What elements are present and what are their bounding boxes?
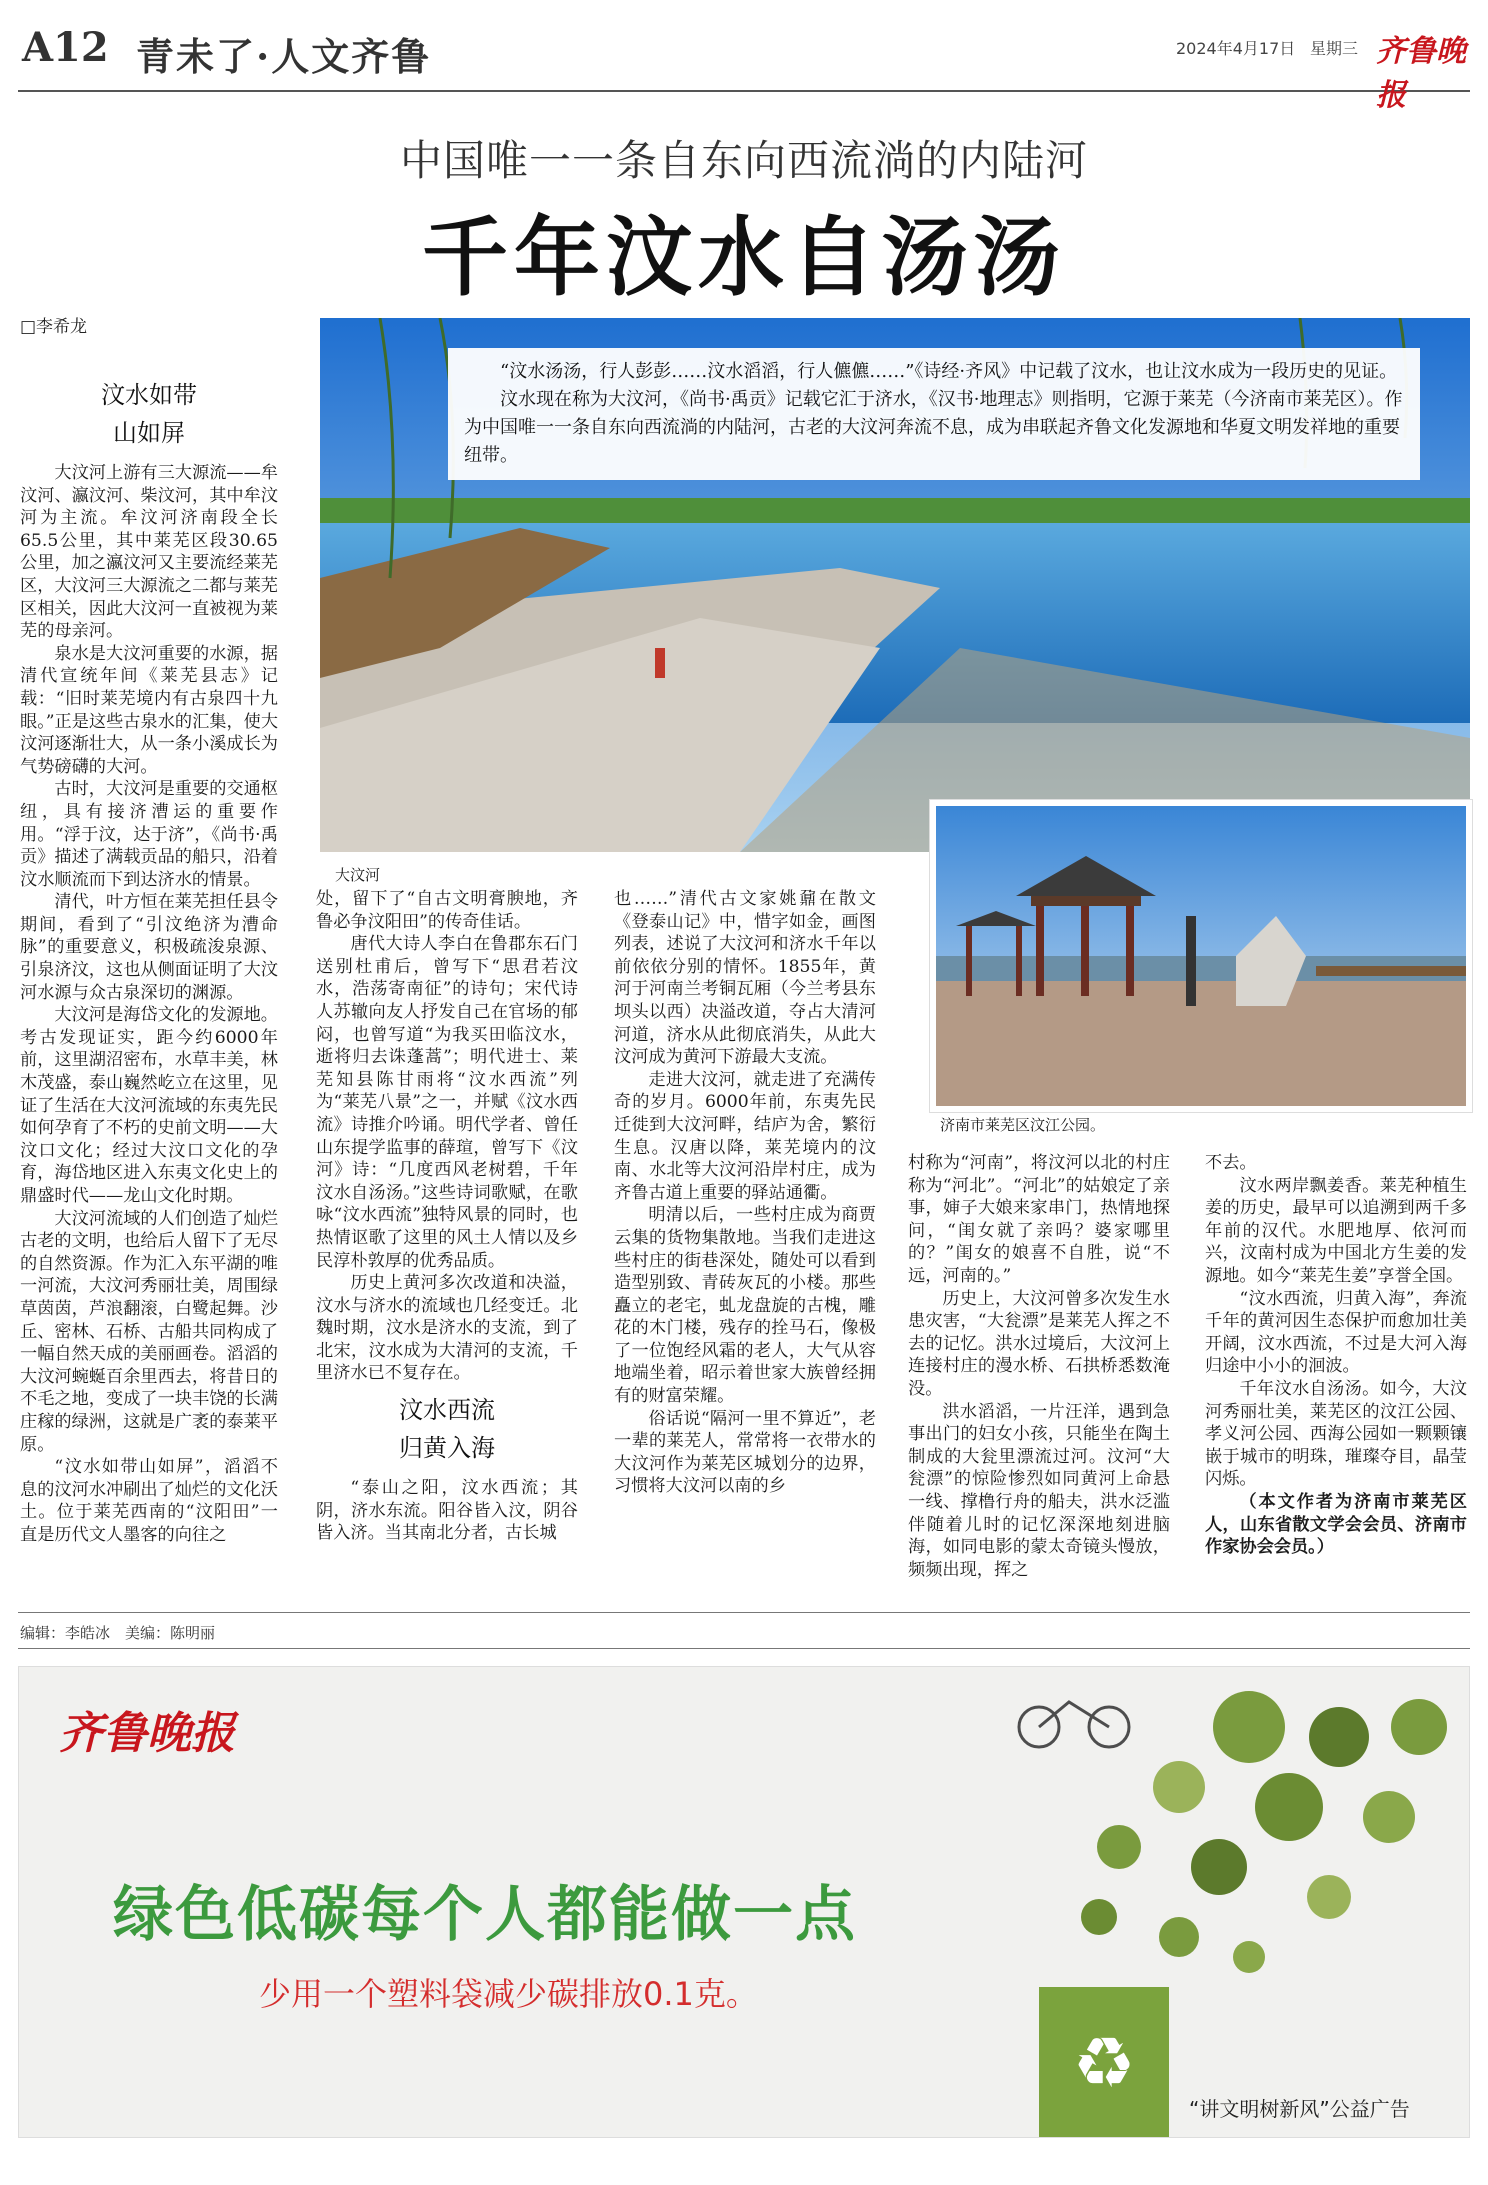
paragraph: 也……”清代古文家姚鼐在散文《登泰山记》中，惜字如金，画图列表，述说了大汶河和济水千年以前依依分别的情怀。1855年，黄河于河南兰考铜瓦厢（今兰考县东坝头以西）决溢改道，夺占大清河河道，济水从此彻底消失，从此大汶河成为黄河下游最大支流。 <box>614 889 876 1068</box>
subheading-line: 汶水西流 <box>399 1396 495 1425</box>
text-column-1 <box>20 370 278 1590</box>
subheading-line: 汶水如带 <box>101 381 197 409</box>
paragraph: 汶水两岸飘姜香。莱芜种植生姜的历史，最早可以追溯到两千多年前的汉代。水肥地厚、依河而兴，汶南村成为中国北方生姜的发源地。如今“莱芜生姜”享誉全国。 <box>1205 1175 1467 1286</box>
text-column-5 <box>1205 1152 1467 1588</box>
editors-credit: 编辑：李皓冰 美编：陈明丽 <box>20 1624 216 1642</box>
paragraph: 洪水滔滔，一片汪洋，遇到急事出门的妇女小孩，只能坐在陶土制成的大瓮里漂流过河。汶河“大瓮漂”的惊险惨烈如同黄河上命悬一线、撑橹行舟的船夫，洪水泛滥伴随着儿时的记忆深深地刻进脑海，如同电影的蒙太奇镜头慢放，频频出现，挥之 <box>908 1401 1170 1580</box>
paragraph: 唐代大诗人李白在鲁郡东石门送别杜甫后，曾写下“思君若汶水，浩荡寄南征”的诗句；宋代诗人苏辙向友人抒发自己在官场的郁闷，也曾写道“为我买田临汶水，逝将归去诛蓬蒿”；明代进士、莱芜知县陈甘雨将“汶水西流”列为“莱芜八景”之一，并赋《汶水西流》诗推介吟诵。明代学者、曾任山东提学监事的薛瑄，曾写下《汶河》诗：“几度西风老树碧，千年汶水自汤汤。”这些诗词歌赋，在歌咏“汶水西流”独特风景的同时，也热情讴歌了这里的风土人情以及乡民淳朴敦厚的优秀品质。 <box>316 934 578 1271</box>
ad-footer: “讲文明树新风”公益广告 <box>1189 2097 1410 2121</box>
paragraph: 村称为“河南”，将汶河以北的村庄称为“河北”。“河北”的姑娘定了亲事，婶子大娘来家串门，热情地探问，“闺女就了亲吗？婆家哪里的？”闺女的娘喜不自胜，说“不远，河南的。” <box>908 1153 1170 1286</box>
intro-box <box>448 348 1420 480</box>
intro-paragraph: “汶水汤汤，行人彭彭……汶水滔滔，行人儦儦……”《诗经·齐风》中记载了汶水，也让汶水成为一段历史的见证。 <box>500 361 1398 382</box>
ad-subtext: 少用一个塑料袋减少碳排放0.1克。 <box>259 1975 758 2013</box>
text-column-3 <box>614 888 876 1588</box>
page-number: A12 <box>22 24 109 71</box>
divider <box>18 1612 1470 1613</box>
section-title: 青未了·人文齐鲁 <box>136 34 432 79</box>
article-headline: 千年汶水自汤汤 <box>422 207 1066 308</box>
page-header <box>18 18 1470 113</box>
eco-icons-illustration <box>819 1667 1469 2137</box>
masthead-logo: 齐鲁晚报 <box>1376 34 1466 113</box>
intro-paragraph: 汶水现在称为大汶河，《尚书·禹贡》记载它汇于济水，《汉书·地理志》则指明，它源于莱芜（今济南市莱芜区）。作为中国唯一一条自东向西流淌的内陆河，古老的大汶河奔流不息，成为串联起齐鲁文化发源地和华夏文明发祥地的重要纽带。 <box>464 389 1403 466</box>
author-note: （本文作者为济南市莱芜区人，山东省散文学会会员、济南市作家协会会员。） <box>1205 1491 1467 1558</box>
subheading-line: 山如屏 <box>113 419 185 447</box>
ad-logo: 齐鲁晚报 <box>59 1708 235 1759</box>
photo-caption: 大汶河 <box>335 866 381 884</box>
subheading <box>20 376 278 452</box>
paragraph: 泉水是大汶河重要的水源，据清代宣统年间《莱芜县志》记载：“旧时莱芜境内有古泉四十九眼。”正是这些古泉水的汇集，使大汶河逐渐壮大，从一条小溪成长为气势磅礴的大河。 <box>20 643 278 777</box>
byline: □李希龙 <box>20 317 88 337</box>
paragraph: 历史上黄河多次改道和决溢，汶水与济水的流域也几经变迁。北魏时期，汶水是济水的支流，到了北宋，汶水成为大清河的支流，千里济水已不复存在。 <box>316 1273 578 1384</box>
paragraph: 千年汶水自汤汤。如今，大汶河秀丽壮美，莱芜区的汶江公园、孝义河公园、西海公园如一颗颗镶嵌于城市的明珠，璀璨夺目，晶莹闪烁。 <box>1205 1378 1467 1490</box>
article-kicker: 中国唯一一条自东向西流淌的内陆河 <box>399 136 1088 185</box>
subheading-line: 归黄入海 <box>399 1434 495 1463</box>
paragraph: “泰山之阳，汶水西流；其阴，济水东流。阳谷皆入汶，阴谷皆入济。当其南北分者，古长城 <box>316 1478 578 1544</box>
photo-caption: 济南市莱芜区汶江公园。 <box>940 1116 1106 1134</box>
text-column-4 <box>908 1152 1170 1588</box>
ad-slogan: 绿色低碳每个人都能做一点 <box>113 1880 857 1950</box>
paragraph: 俗话说“隔河一里不算近”，老一辈的莱芜人，常常将一衣带水的大汶河作为莱芜区城划分的边界，习惯将大汶河以南的乡 <box>614 1408 876 1497</box>
svg-text:♻: ♻ <box>1072 2022 1136 2104</box>
paragraph: 走进大汶河，就走进了充满传奇的岁月。6000年前，东夷先民迁徙到大汶河畔，结庐为舍，繁衍生息。汉唐以降，莱芜境内的汶南、水北等大汶河沿岸村庄，成为齐鲁古道上重要的驿站通衢。 <box>614 1069 876 1203</box>
text-column-2 <box>316 888 578 1588</box>
paragraph: “汶水如带山如屏”，滔滔不息的汶河水冲刷出了灿烂的文化沃土。位于莱芜西南的“汶阳田”一直是历代文人墨客的向往之 <box>20 1457 278 1545</box>
paragraph: 大汶河流域的人们创造了灿烂古老的文明，也给后人留下了无尽的自然资源。作为汇入东平湖的唯一河流，大汶河秀丽壮美，周围绿草茵茵，芦浪翻滚，白鹭起舞。沙丘、密林、石桥、古船共同构成了一幅自然天成的美丽画卷。滔滔的大汶河蜿蜒百余里西去，将昔日的不毛之地，变成了一块丰饶的长满庄稼的绿洲，这就是广袤的泰莱平原。 <box>20 1208 278 1455</box>
paragraph: “汶水西流，归黄入海”，奔流千年的黄河因生态保护而愈加壮美开阔，汶水西流，不过是大河入海归途中小小的洄波。 <box>1205 1288 1467 1377</box>
paragraph: 大汶河上游有三大源流——牟汶河、瀛汶河、柴汶河，其中牟汶河为主流。牟汶河济南段全长65.5公里，其中莱芜区段30.65公里，加之瀛汶河又主要流经莱芜区，大汶河三大源流之二都与莱芜区相关，因此大汶河一直被视为莱芜的母亲河。 <box>20 463 278 642</box>
paragraph: 古时，大汶河是重要的交通枢纽，具有接济漕运的重要作用。“浮于汶，达于济”，《尚书·禹贡》描述了满载贡品的船只，沿着汶水顺流而下到达济水的情景。 <box>20 779 278 890</box>
public-service-ad <box>18 1666 1470 2138</box>
paragraph: 清代，叶方恒在莱芜担任县令期间，看到了“引汶绝济为漕命脉”的重要意义，积极疏浚泉源、引泉济汶，这也从侧面证明了大汶河水源与众古泉深切的渊源。 <box>20 892 278 1003</box>
subheading <box>316 1391 578 1467</box>
park-photo <box>930 800 1472 1112</box>
divider <box>18 1648 1470 1649</box>
paragraph: 不去。 <box>1205 1153 1257 1173</box>
paragraph: 大汶河是海岱文化的发源地。考古发现证实，距今约6000年前，这里湖沼密布，水草丰美，林木茂盛，泰山巍然屹立在这里，见证了生活在大汶河流域的东夷先民如何孕育了不朽的史前文明——大汶口文化；经过大汶口文化的孕育，海岱地区进入东夷文化史上的鼎盛时代——龙山文化时期。 <box>20 1005 278 1206</box>
paragraph: 明清以后，一些村庄成为商贾云集的货物集散地。当我们走进这些村庄的街巷深处，随处可以看到造型别致、青砖灰瓦的小楼。那些矗立的老宅，虬龙盘旋的古槐，雕花的木门楼，残存的拴马石，像极了一位饱经风霜的老人，大气从容地端坐着，昭示着世家大族曾经拥有的财富荣耀。 <box>614 1205 876 1407</box>
issue-weekday: 星期三 <box>1310 39 1359 58</box>
paragraph: 处，留下了“自古文明膏腴地，齐鲁必争汶阳田”的传奇佳话。 <box>316 889 578 932</box>
issue-date: 2024年4月17日 <box>1176 39 1296 58</box>
paragraph: 历史上，大汶河曾多次发生水患灾害，“大瓮漂”是莱芜人挥之不去的记忆。洪水过境后，大汶河上连接村庄的漫水桥、石拱桥悉数淹没。 <box>908 1288 1170 1399</box>
park-photo-illustration <box>936 806 1466 1106</box>
